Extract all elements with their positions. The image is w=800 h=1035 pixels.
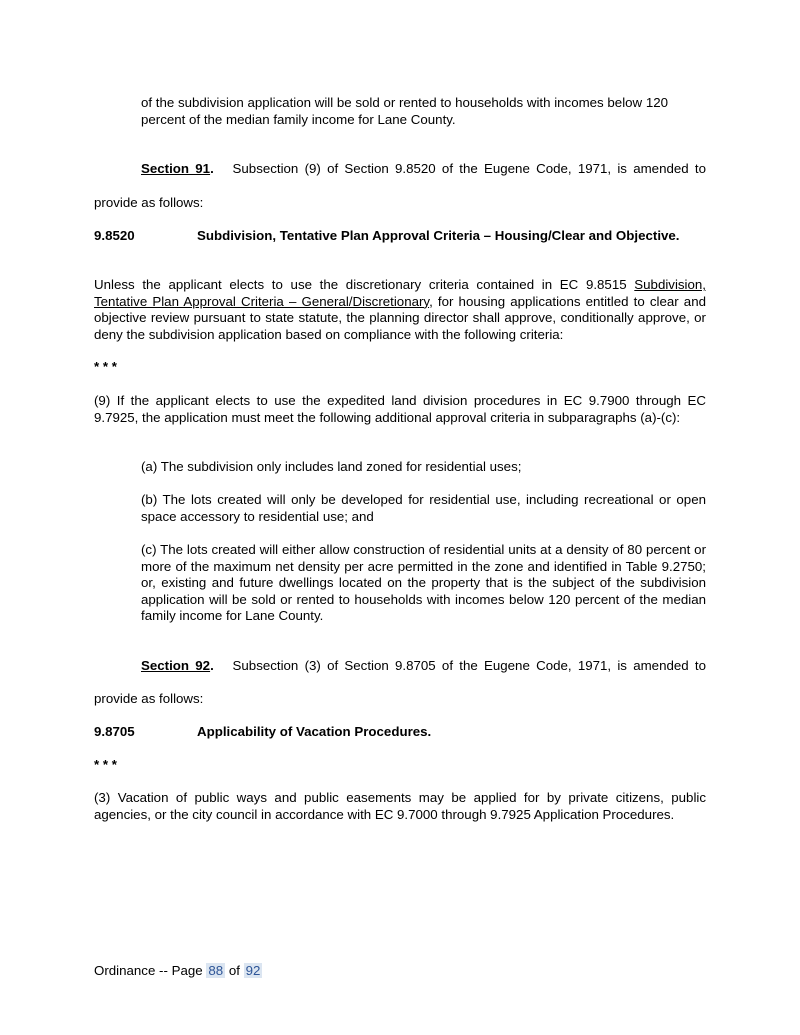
intro-text-after-link: , for housing applications entitled to clear and objective review pursuant to state statute, the planning director shall approve, conditionally approve, or deny the subdivision application based on compliance with the following criteria: xyxy=(94,293,706,342)
asterisks-separator-2: * * * xyxy=(94,757,117,772)
section-92-period: . xyxy=(210,658,214,673)
intro-text-before-link: Unless the applicant elects to use the discretionary criteria contained in EC 9.8515 xyxy=(94,277,635,292)
footer-page-number: 88 xyxy=(208,963,224,978)
paragraph-9: (9) If the applicant elects to use the expedited land division procedures in EC 9.7900 through EC 9.7925, the application must meet the following additional approval criteria in subparagraphs (a)-(c): xyxy=(94,393,706,425)
top-continuation-paragraph: of the subdivision application will be sold or rented to households with incomes below 120 percent of the median family income for Lane County. xyxy=(141,95,669,127)
section-91-continuation: provide as follows: xyxy=(94,195,204,210)
subparagraph-a: (a) The subdivision only includes land zoned for residential uses; xyxy=(141,459,522,474)
footer-prefix: Ordinance -- Page xyxy=(94,963,207,978)
section-92-continuation: provide as follows: xyxy=(94,691,204,706)
section-92-line xyxy=(141,658,706,675)
paragraph-3: (3) Vacation of public ways and public easements may be applied for by private citizens, public agencies, or the city council in accordance with EC 9.7000 through 9.7925 Application Procedures. xyxy=(94,790,706,822)
section-91-text: Subsection (9) of Section 9.8520 of the Eugene Code, 1971, is amended to xyxy=(232,161,706,176)
section-92-text: Subsection (3) of Section 9.8705 of the Eugene Code, 1971, is amended to xyxy=(232,658,706,673)
code-9-8520-number: 9.8520 xyxy=(94,228,135,243)
code-9-8705-title: Applicability of Vacation Procedures. xyxy=(197,724,432,739)
footer-of: of xyxy=(225,963,244,978)
section-91-line xyxy=(141,161,706,178)
intro-paragraph xyxy=(94,277,706,343)
section-92-heading: Section 92 xyxy=(141,658,211,673)
footer-total-pages: 92 xyxy=(245,963,261,978)
asterisks-separator: * * * xyxy=(94,359,117,374)
page-footer xyxy=(94,963,262,980)
section-91-heading: Section 91 xyxy=(141,161,211,176)
code-9-8705-number: 9.8705 xyxy=(94,724,135,739)
subparagraph-c: (c) The lots created will either allow construction of residential units at a density of 80 percent or more of the maximum net density per acre permitted in the zone and identified in Table 9.2750; or, existing and future dwellings located on the property that is the subject of the subdivision application will be sold or rented to households with incomes below 120 percent of the median family income for Lane County. xyxy=(141,542,706,623)
section-91-period: . xyxy=(210,161,214,176)
ec-9-8515-reference: Subdivision, Tentative Plan Approval Criteria – General/Discretionary xyxy=(94,277,706,309)
subparagraph-b: (b) The lots created will only be developed for residential use, including recreational or open space accessory to residential use; and xyxy=(141,492,706,524)
code-9-8520-title: Subdivision, Tentative Plan Approval Criteria – Housing/Clear and Objective. xyxy=(197,228,680,243)
